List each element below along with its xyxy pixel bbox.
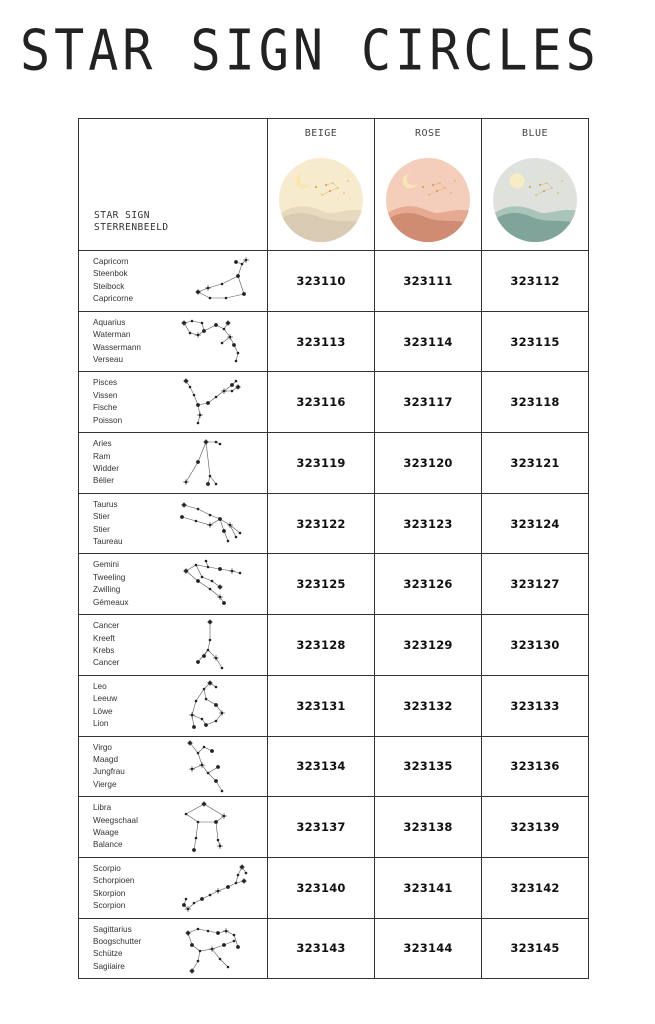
constellation-cell (161, 918, 268, 979)
table-row (79, 372, 589, 433)
product-code: 323126 (375, 554, 482, 615)
constellation-cell (161, 857, 268, 918)
sign-name: Maagd (93, 754, 119, 764)
sign-name: Kreeft (93, 633, 115, 643)
constellation-cell (161, 797, 268, 858)
pisces-constellation-icon (176, 375, 252, 429)
constellation-cell (161, 493, 268, 554)
blue-circle-image (492, 157, 578, 243)
table-row (79, 311, 589, 372)
sign-names (79, 736, 161, 797)
constellation-cell (161, 251, 268, 312)
table-row (79, 797, 589, 858)
sign-name: Taureau (93, 537, 123, 546)
sign-name: Lion (93, 719, 109, 729)
star-sign-header (79, 119, 268, 251)
page-title: STAR SIGN CIRCLES (20, 18, 600, 83)
product-code: 323125 (268, 554, 375, 615)
product-code: 323120 (375, 433, 482, 494)
product-code: 323118 (482, 372, 589, 433)
leo-constellation-icon (176, 679, 252, 733)
sign-name: Capricorne (93, 294, 134, 304)
product-code: 323143 (268, 918, 375, 979)
sign-name: Leo (93, 681, 107, 691)
table-row (79, 615, 589, 676)
sign-name: Virgo (93, 742, 112, 752)
color-header-rose (375, 119, 482, 251)
sign-name: Fische (93, 403, 118, 413)
sign-name: Gémeaux (93, 597, 129, 607)
taurus-constellation-icon (176, 497, 252, 551)
table-row (79, 554, 589, 615)
product-code: 323141 (375, 857, 482, 918)
sign-name: Cancer (93, 658, 120, 668)
sign-names (79, 554, 161, 615)
sign-name: Widder (93, 463, 119, 473)
product-code: 323138 (375, 797, 482, 858)
constellation-cell (161, 554, 268, 615)
sign-name: Capricorn (93, 257, 129, 267)
product-code: 323127 (482, 554, 589, 615)
constellation-cell (161, 372, 268, 433)
sign-name: Skorpion (93, 888, 126, 898)
product-table (78, 118, 589, 979)
sign-name: Vierge (93, 779, 117, 789)
sign-name: Bélier (93, 476, 114, 486)
color-name: BEIGE (304, 128, 338, 139)
table-row (79, 736, 589, 797)
sign-names (79, 797, 161, 858)
sign-name: Waterman (93, 330, 131, 340)
product-code: 323114 (375, 311, 482, 372)
product-code: 323110 (268, 251, 375, 312)
sign-names (79, 857, 161, 918)
sterrenbeeld-label: STERRENBEELD (94, 222, 169, 233)
sign-names (79, 493, 161, 554)
product-code: 323135 (375, 736, 482, 797)
product-code: 323115 (482, 311, 589, 372)
sign-name: Leeuw (93, 694, 118, 704)
sign-name: Aquarius (93, 317, 126, 327)
product-code: 323123 (375, 493, 482, 554)
constellation-cell (161, 736, 268, 797)
product-code: 323128 (268, 615, 375, 676)
product-code: 323130 (482, 615, 589, 676)
sign-name: Schorpioen (93, 876, 135, 886)
sign-name: Scorpio (93, 863, 121, 873)
header-row (79, 119, 589, 251)
sign-name: Steenbok (93, 269, 128, 279)
product-code: 323124 (482, 493, 589, 554)
sign-name: Scorpion (93, 901, 126, 911)
sign-name: Stier (93, 512, 110, 522)
sign-name: Stier (93, 524, 110, 534)
product-code: 323134 (268, 736, 375, 797)
product-code: 323121 (482, 433, 589, 494)
sign-name: Boogschutter (93, 937, 142, 946)
sign-name: Sagiiaire (93, 961, 125, 971)
sign-name: Vissen (93, 390, 118, 400)
libra-constellation-icon (176, 800, 252, 854)
sign-names (79, 372, 161, 433)
beige-circle-image (278, 157, 364, 243)
sign-name: Poisson (93, 415, 123, 425)
sign-name: Jungfrau (93, 767, 125, 777)
sign-name: Pisces (93, 378, 118, 388)
product-code: 323117 (375, 372, 482, 433)
sign-names (79, 251, 161, 312)
constellation-cell (161, 433, 268, 494)
sagittarius-constellation-icon (176, 921, 252, 975)
table-row (79, 675, 589, 736)
sign-name: Schütze (93, 949, 123, 959)
color-name: ROSE (414, 128, 442, 139)
sign-name: Waage (93, 828, 119, 838)
product-code: 323122 (268, 493, 375, 554)
virgo-constellation-icon (176, 739, 252, 793)
table-row (79, 493, 589, 554)
scorpio-constellation-icon (176, 861, 252, 915)
sign-names (79, 675, 161, 736)
product-code: 323129 (375, 615, 482, 676)
table-row (79, 857, 589, 918)
product-code: 323116 (268, 372, 375, 433)
sign-name: Weegschaal (93, 815, 138, 825)
constellation-cell (161, 311, 268, 372)
rose-circle-image (385, 157, 471, 243)
product-code: 323119 (268, 433, 375, 494)
sign-name: Verseau (93, 354, 124, 364)
product-code: 323136 (482, 736, 589, 797)
product-code: 323113 (268, 311, 375, 372)
table-row (79, 251, 589, 312)
sign-name: Löwe (93, 706, 113, 716)
product-code: 323131 (268, 675, 375, 736)
sign-name: Steibock (93, 281, 125, 291)
product-code: 323133 (482, 675, 589, 736)
product-code: 323111 (375, 251, 482, 312)
product-code: 323142 (482, 857, 589, 918)
product-code: 323140 (268, 857, 375, 918)
sign-names (79, 433, 161, 494)
sign-name: Sagittarius (93, 924, 132, 934)
star-sign-label: STAR SIGN (94, 210, 150, 221)
sign-names (79, 918, 161, 979)
table-row (79, 918, 589, 979)
cancer-constellation-icon (176, 618, 252, 672)
product-code: 323139 (482, 797, 589, 858)
color-header-blue (482, 119, 589, 251)
sign-names (79, 311, 161, 372)
sign-name: Ram (93, 451, 111, 461)
constellation-cell (161, 615, 268, 676)
sign-name: Tweeling (93, 572, 126, 582)
sign-name: Aries (93, 439, 112, 449)
gemini-constellation-icon (176, 557, 252, 611)
constellation-cell (161, 675, 268, 736)
product-code: 323137 (268, 797, 375, 858)
sign-name: Libra (93, 803, 112, 813)
capricorn-constellation-icon (176, 254, 252, 308)
sign-name: Cancer (93, 621, 120, 631)
product-code: 323144 (375, 918, 482, 979)
sign-names (79, 615, 161, 676)
sign-name: Wassermann (93, 342, 141, 352)
sign-name: Gemini (93, 560, 119, 570)
aquarius-constellation-icon (176, 315, 252, 369)
aries-constellation-icon (176, 436, 252, 490)
table-row (79, 433, 589, 494)
sign-name: Taurus (93, 499, 118, 509)
product-code: 323132 (375, 675, 482, 736)
product-code: 323112 (482, 251, 589, 312)
sign-name: Krebs (93, 645, 115, 655)
product-code: 323145 (482, 918, 589, 979)
color-header-beige (268, 119, 375, 251)
sign-name: Zwilling (93, 585, 121, 595)
sign-name: Balance (93, 840, 123, 850)
color-name: BLUE (521, 128, 549, 139)
